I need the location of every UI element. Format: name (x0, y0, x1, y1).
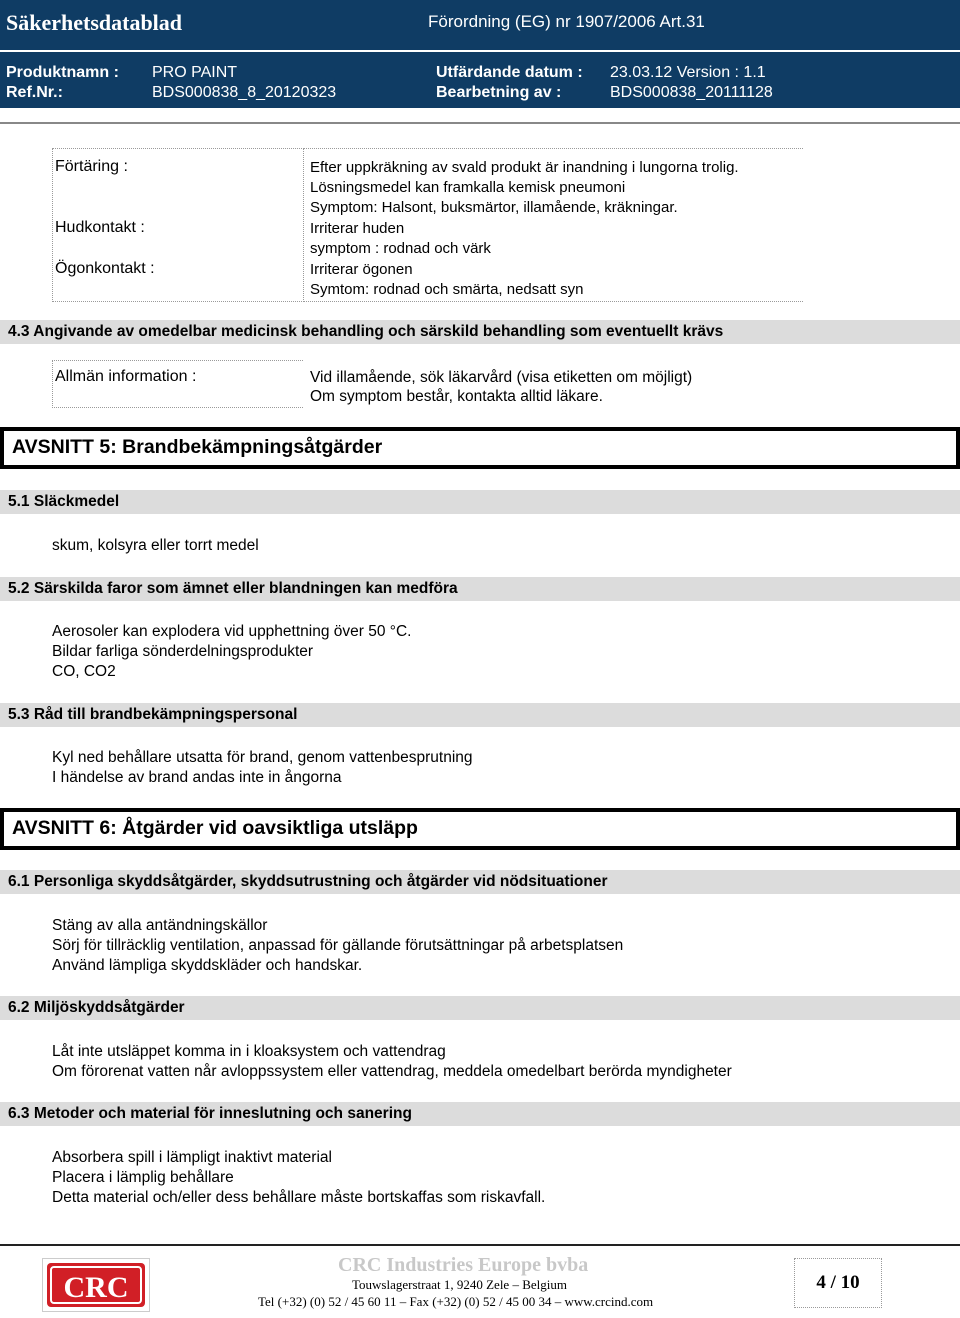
first-aid-line: Lösningsmedel kan framkalla kemisk pneumoni (310, 179, 626, 196)
subheading-5-3-text: 5.3 Råd till brandbekämpningspersonal (8, 706, 298, 723)
ref-number-label: Ref.Nr.: (6, 84, 63, 101)
crc-logo (42, 1258, 150, 1312)
subheading-6-2 (0, 996, 960, 1020)
section-5-title: AVSNITT 5: Brandbekämpningsåtgärder (12, 436, 383, 458)
body-line: Bildar farliga sönderdelningsprodukter (52, 643, 314, 660)
body-line: skum, kolsyra eller torrt medel (52, 537, 259, 554)
subheading-6-2-text: 6.2 Miljöskyddsåtgärder (8, 999, 185, 1016)
subheading-6-1 (0, 870, 960, 894)
body-line: Låt inte utsläppet komma in i kloaksystem och vattendrag (52, 1043, 446, 1060)
first-aid-line: Irriterar huden (310, 220, 405, 237)
body-line: Stäng av alla antändningskällor (52, 917, 268, 934)
product-name-value: PRO PAINT (152, 64, 238, 81)
first-aid-line: Symptom: Halsont, buksmärtor, illamående, kräkningar. (310, 199, 678, 216)
subheading-5-2-text: 5.2 Särskilda faror som ämnet eller blandningen kan medföra (8, 580, 458, 597)
page-number: 4 / 10 (816, 1272, 860, 1293)
company-name: CRC Industries Europe bvba (338, 1254, 589, 1276)
subheading-6-3-text: 6.3 Metoder och material för inneslutning och sanering (8, 1105, 412, 1122)
product-name-label: Produktnamn : (6, 64, 119, 81)
body-line: Detta material och/eller dess behållare måste bortskaffas som riskavfall. (52, 1189, 546, 1206)
section-6-title: AVSNITT 6: Åtgärder vid oavsiktliga utsläpp (12, 817, 418, 839)
edited-by-label: Bearbetning av : (436, 84, 562, 101)
subheading-5-1-text: 5.1 Släckmedel (8, 493, 120, 510)
regulation-reference: Förordning (EG) nr 1907/2006 Art.31 (428, 12, 705, 31)
issue-date-value: 23.03.12 Version : 1.1 (610, 64, 766, 81)
first-aid-line: Efter uppkräkning av svald produkt är inandning i lungorna trolig. (310, 159, 739, 176)
edited-by-value: BDS000838_20111128 (610, 84, 773, 101)
first-aid-line: Symtom: rodnad och smärta, nedsatt syn (310, 281, 584, 298)
ingestion-label: Förtäring : (55, 158, 128, 175)
section-6-header (0, 808, 960, 850)
section-5-header (0, 427, 960, 469)
body-line: Sörj för tillräcklig ventilation, anpassad för gällande förutsättningar på arbetsplatsen (52, 937, 624, 954)
general-info-label: Allmän information : (55, 368, 197, 385)
page-number-box (794, 1258, 882, 1308)
subheading-4-3 (0, 320, 960, 344)
body-line: Placera i lämplig behållare (52, 1169, 234, 1186)
general-info-line: Om symptom består, kontakta alltid läkare. (310, 388, 603, 405)
body-line: Använd lämpliga skyddskläder och handskar. (52, 957, 363, 974)
subheading-5-2 (0, 577, 960, 601)
subheading-6-3 (0, 1102, 960, 1126)
body-line: Aerosoler kan explodera vid upphettning över 50 °C. (52, 623, 412, 640)
body-line: CO, CO2 (52, 663, 116, 680)
footer-divider (0, 1244, 960, 1246)
ref-number-value: BDS000838_8_20120323 (152, 84, 337, 101)
subheading-6-1-text: 6.1 Personliga skyddsåtgärder, skyddsutrustning och åtgärder vid nödsituationer (8, 873, 608, 890)
body-line: Om förorenat vatten når avloppssystem eller vattendrag, meddela omedelbart berörda myndigheter (52, 1063, 732, 1080)
body-line: I händelse av brand andas inte in ångorna (52, 769, 342, 786)
skin-contact-label: Hudkontakt : (55, 219, 145, 236)
eye-contact-label: Ögonkontakt : (55, 260, 155, 277)
body-line: Absorbera spill i lämpligt inaktivt material (52, 1149, 332, 1166)
body-line: Kyl ned behållare utsatta för brand, genom vattenbesprutning (52, 749, 473, 766)
company-contact: Tel (+32) (0) 52 / 45 60 11 – Fax (+32) (0) 52 / 45 00 34 – www.crcind.com (258, 1294, 654, 1309)
subheading-5-3 (0, 703, 960, 727)
first-aid-line: Irriterar ögonen (310, 261, 413, 278)
company-address: Touwslagerstraat 1, 9240 Zele – Belgium (352, 1277, 567, 1292)
subheading-4-3-text: 4.3 Angivande av omedelbar medicinsk behandling och särskild behandling som eventuellt krävs (8, 323, 724, 340)
general-info-line: Vid illamående, sök läkarvård (visa etiketten om möjligt) (310, 369, 693, 386)
header-divider (0, 122, 960, 124)
crc-logo-text: CRC (63, 1271, 129, 1304)
subheading-5-1 (0, 490, 960, 514)
document-title: Säkerhetsdatablad (6, 10, 183, 35)
first-aid-line: symptom : rodnad och värk (310, 240, 491, 257)
issue-date-label: Utfärdande datum : (436, 64, 583, 81)
